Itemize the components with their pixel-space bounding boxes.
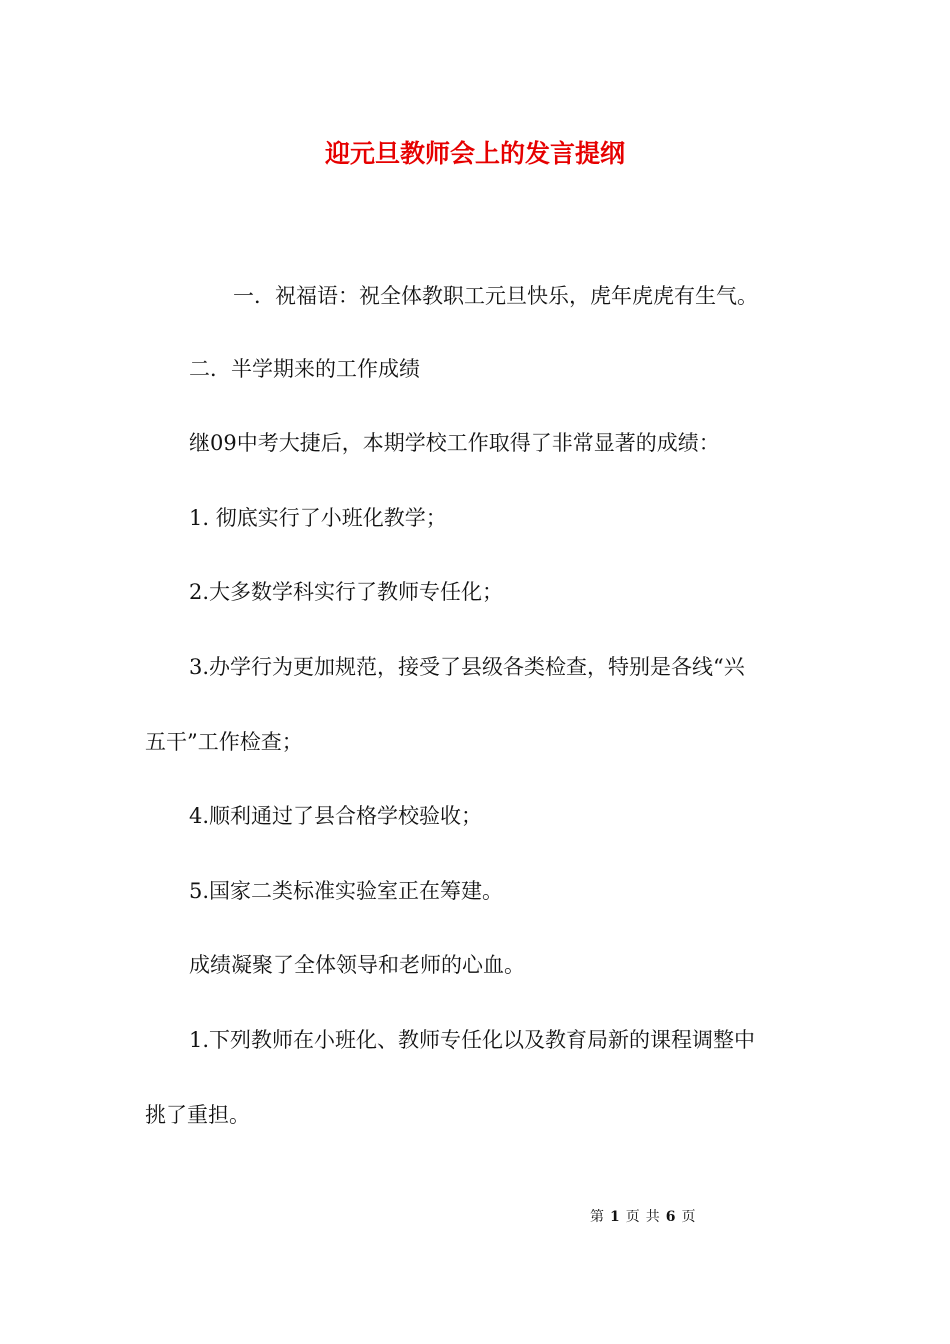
footer-total-label: 共	[645, 1209, 660, 1225]
footer-page-label: 页	[625, 1209, 640, 1225]
list-item-2: 2.大多数学科实行了教师专任化；	[189, 580, 504, 604]
paragraph-blessing: 一．祝福语：祝全体教职工元旦快乐，虎年虎虎有生气。	[233, 284, 758, 308]
list-item-3-continued: 五干”工作检查；	[145, 730, 303, 754]
footer-prefix: 第	[590, 1209, 604, 1225]
list-item-4: 4.顺利通过了县合格学校验收；	[189, 804, 483, 828]
paragraph-section-two-heading: 二．半学期来的工作成绩	[189, 357, 420, 381]
page-footer	[590, 1207, 702, 1227]
paragraph-teachers-item-1: 1.下列教师在小班化、教师专任化以及教育局新的课程调整中	[189, 1028, 756, 1052]
footer-page-number: 1	[610, 1209, 620, 1225]
list-item-3: 3.办学行为更加规范，接受了县级各类检查，特别是各线“兴	[189, 655, 745, 679]
list-item-1: 1. 彻底实行了小班化教学；	[189, 506, 447, 530]
footer-suffix: 页	[681, 1209, 696, 1225]
document-title: 迎元旦教师会上的发言提纲	[324, 139, 625, 168]
footer-total-pages: 6	[665, 1209, 676, 1225]
paragraph-achievement-intro: 继09中考大捷后，本期学校工作取得了非常显著的成绩：	[189, 431, 720, 455]
paragraph-teachers-item-1-continued: 挑了重担。	[145, 1103, 250, 1127]
paragraph-credit: 成绩凝聚了全体领导和老师的心血。	[189, 953, 525, 977]
list-item-5: 5.国家二类标准实验室正在筹建。	[189, 879, 504, 903]
